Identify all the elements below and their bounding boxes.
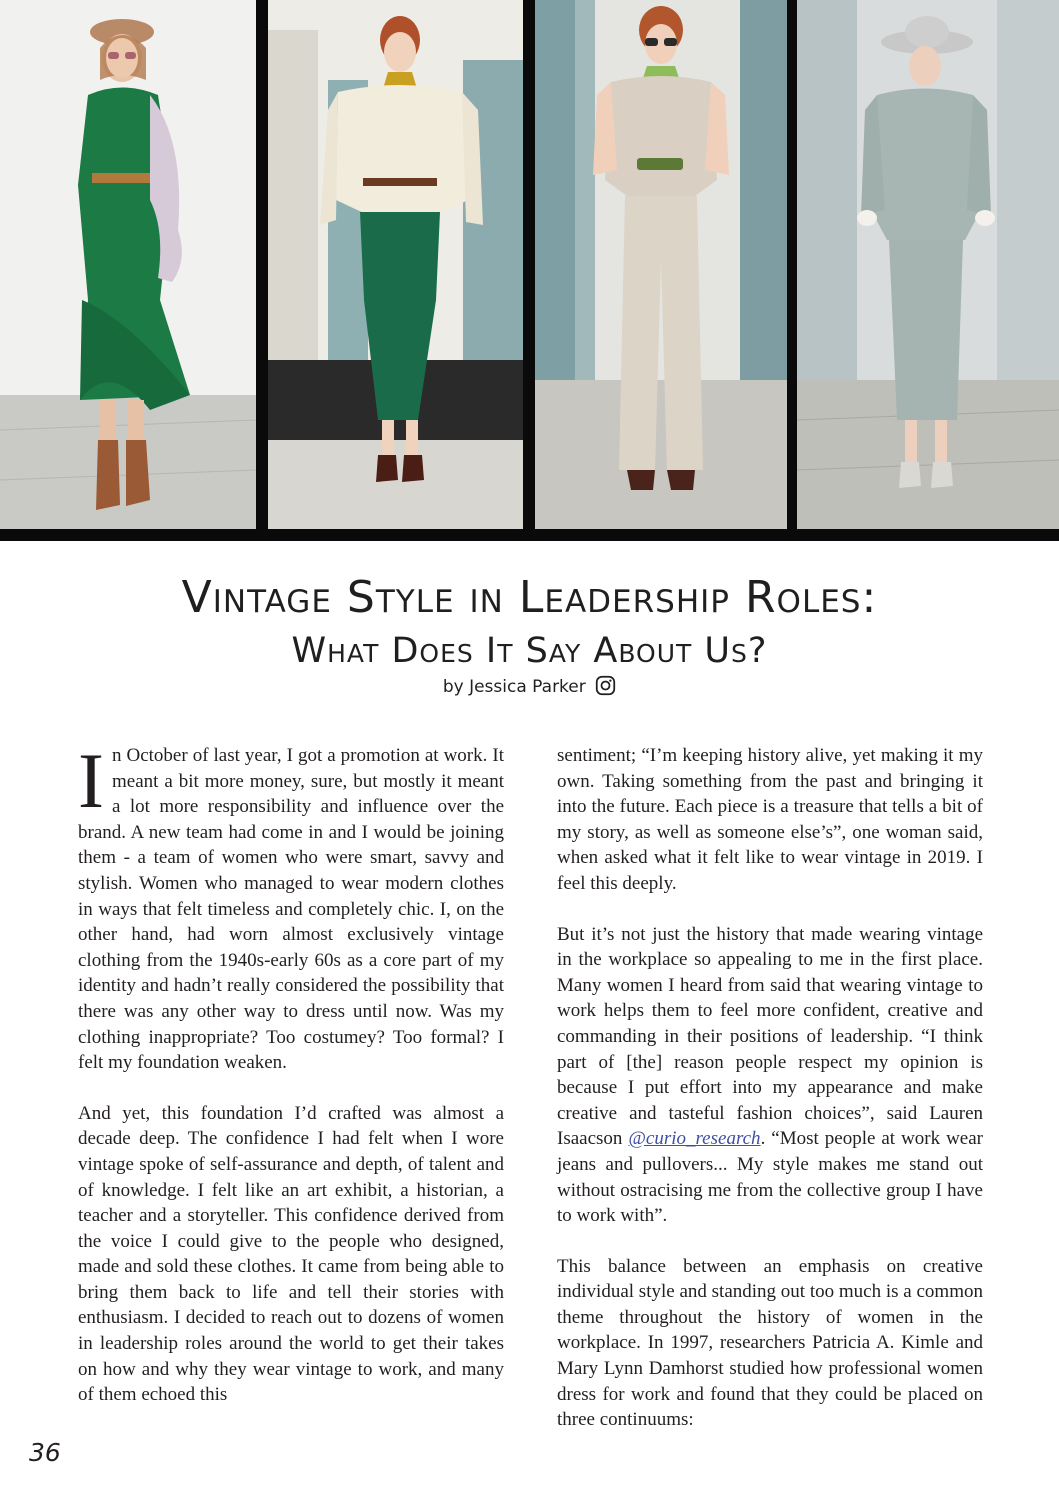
article-column-right (557, 743, 983, 1458)
paragraph-text: But it’s not just the history that made wearing vintage in the workplace so appealing to me in the first place. Many women I heard from said that wearing vintage to work helps them to feel more confident, creative and commanding in their positions of leadership. “I think part of [the] reason people respect my opinion is because I put effort into my appearance and make creative and tasteful fashion choices”, said Lauren Isaacson (557, 923, 983, 1150)
paragraph-text: . “Most people at work wear jeans and pullovers... My style makes me stand out without ostracising me from the collective group I have to work with”. (557, 1128, 984, 1227)
drop-cap: I (78, 737, 104, 824)
paragraph: sentiment; “I’m keeping history alive, yet making it my own. Taking something from the past and bringing it into the future. Each piece is a treasure that tells a bit of my story, as well as someone else’s”, one woman said, when asked what it felt like to wear vintage in 2019. I feel this deeply. (557, 745, 983, 894)
woman-cream-blouse-photo (268, 0, 523, 529)
article-column-left (78, 737, 504, 1433)
instagram-icon[interactable] (595, 675, 616, 696)
article-title: Vintage Style in Leadership Roles: (181, 572, 878, 623)
byline (0, 674, 1059, 700)
page-number: 36 (29, 1438, 61, 1467)
article-subtitle: What Does It Say About Us? (291, 631, 768, 671)
paragraph: This balance between an emphasis on creative individual style and standing out too much is a common theme throughout the history of women in the workplace. In 1997, researchers Patricia A. Kimle and Mary Lynn Damhorst studied how professional women dress for work and found that they could be placed on three continuums: (557, 1255, 983, 1431)
instagram-handle-link[interactable]: @curio_research (628, 1128, 761, 1150)
paragraph: And yet, this foundation I’d crafted was almost a decade deep. The confidence I had felt when I wore vintage spoke of self-assurance and depth, of talent and of knowledge. I felt like an art exhibit, a historian, a teacher and a storyteller. This confidence derived from the voice I could give to the people who designed, made and sold these clothes. It came from being able to bring them back to life and tell their stories with enthusiasm. I decided to reach out to dozens of women in leadership roles around the world to get their takes on how and why they wear vintage to work, and many of them echoed this (78, 1102, 504, 1406)
paragraph-text: n October of last year, I got a promotion at work. It meant a bit more money, sure, but mostly it meant a lot more responsibility and influence over the brand. A new team had come in and I would be joining them - a team of women who were smart, savvy and stylish. Women who managed to wear modern clothes in ways that felt timeless and completely chic. I, on the other hand, had worn almost exclusively vintage clothing from the 1940s-early 60s as a core part of my identity and hadn’t really considered the possibility that there was any other way to dress until now. Was my clothing inappropriate? Too costumey? Too formal? I felt my foundation weaken. (78, 745, 504, 1074)
woman-beige-suit-photo (535, 0, 787, 529)
article-header (0, 568, 1059, 700)
woman-grey-suit-photo (797, 0, 1059, 529)
paragraph (557, 922, 983, 1229)
photo-strip (0, 0, 1059, 541)
byline-text: by Jessica Parker (442, 677, 586, 697)
paragraph (78, 737, 504, 1076)
woman-green-dress-photo (0, 0, 256, 529)
